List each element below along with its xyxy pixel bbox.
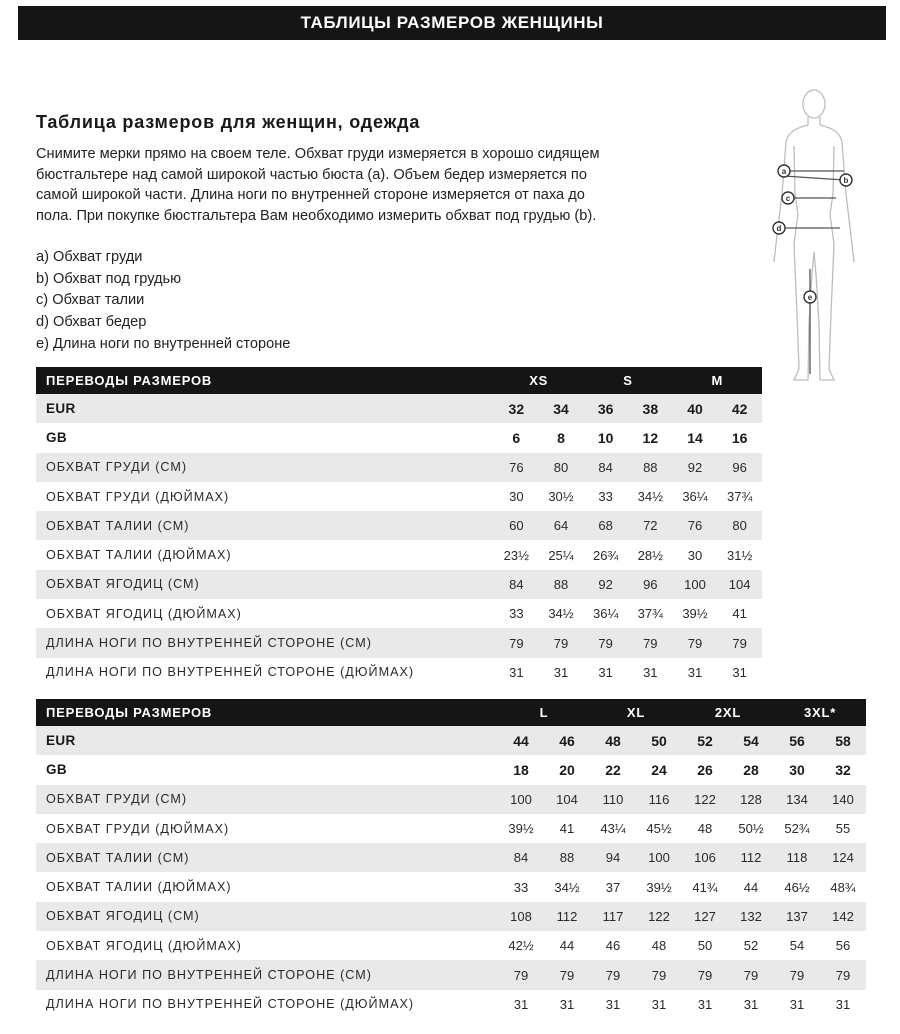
table-cell: 100 xyxy=(498,785,544,814)
table-cell: 46 xyxy=(605,938,621,954)
table-cell: 92 xyxy=(583,570,628,599)
size-group-header: 2XL xyxy=(682,699,774,726)
table-cell: 128 xyxy=(728,785,774,814)
row-label: GB xyxy=(46,762,68,778)
table-cell: 31 xyxy=(743,996,759,1012)
table-cell: 100 xyxy=(673,570,718,599)
table-cell: 79 xyxy=(544,960,590,989)
table-cell: 8 xyxy=(557,429,565,446)
table-cell: 37¾ xyxy=(637,606,663,622)
table-row xyxy=(36,726,866,755)
table-cell: 31 xyxy=(513,996,529,1012)
table-cell: 106 xyxy=(682,843,728,872)
table-row xyxy=(36,960,866,989)
table-cell: 30 xyxy=(789,761,805,778)
table-cell: 112 xyxy=(544,902,590,931)
intro-line: самой широкой части. Длина ноги по внутренней стороне измеряется от паха до xyxy=(36,187,585,203)
table-cell: 56 xyxy=(774,726,820,755)
table-row xyxy=(36,628,762,657)
table-cell: 124 xyxy=(820,843,866,872)
intro-line: пола. При покупке бюстгальтера Вам необходимо измерить обхват под грудью (b). xyxy=(36,207,597,224)
table-row xyxy=(36,814,866,843)
size-group-header: S xyxy=(583,367,672,394)
intro-text xyxy=(36,144,766,226)
table-cell: 36¼ xyxy=(682,489,708,505)
table-cell: 55 xyxy=(835,821,851,837)
table-cell: 94 xyxy=(590,843,636,872)
table-cell: 79 xyxy=(628,628,673,657)
table-cell: 52 xyxy=(682,726,728,755)
row-label: ОБХВАТ ГРУДИ (СМ) xyxy=(36,453,494,482)
row-label: EUR xyxy=(36,394,494,423)
row-label: ОБХВАТ ТАЛИИ (ДЮЙМАХ) xyxy=(46,548,232,563)
table-header-label: ПЕРЕВОДЫ РАЗМЕРОВ xyxy=(36,699,498,726)
table-cell: 31 xyxy=(553,664,569,680)
table-cell: 137 xyxy=(774,902,820,931)
table-cell: 39½ xyxy=(682,606,708,622)
intro-line: бюстгальтере над самой широкой частью бюста (a). Объем бедер измеряется по xyxy=(36,166,587,183)
table-cell: 34½ xyxy=(637,489,663,505)
table-cell: 31 xyxy=(598,664,613,680)
table-cell: 104 xyxy=(717,570,762,599)
row-label: ОБХВАТ ТАЛИИ (СМ) xyxy=(36,511,494,540)
table-cell: 96 xyxy=(717,453,762,482)
size-group-header: 3XL* xyxy=(774,699,866,726)
table-cell: 79 xyxy=(539,628,584,657)
table-cell: 20 xyxy=(559,761,575,778)
table-cell: 31½ xyxy=(727,547,753,563)
table-cell: 84 xyxy=(498,843,544,872)
intro-line: Снимите мерки прямо на своем теле. Обхват груди измеряется в хорошо сидящем xyxy=(36,146,600,162)
table-cell: 134 xyxy=(774,785,820,814)
table-row xyxy=(36,872,866,901)
table-cell: 84 xyxy=(494,570,539,599)
table-cell: 32 xyxy=(494,394,539,423)
table-cell: 39½ xyxy=(646,879,672,895)
table-cell: 56 xyxy=(835,938,851,954)
row-label: ОБХВАТ ЯГОДИЦ (ДЮЙМАХ) xyxy=(46,938,242,953)
table-cell: 16 xyxy=(731,429,748,446)
row-label: ДЛИНА НОГИ ПО ВНУТРЕННЕЙ СТОРОНЕ (ДЮЙМАХ) xyxy=(46,665,415,680)
table-cell: 37¾ xyxy=(727,489,753,505)
table-row xyxy=(36,785,866,814)
row-label: ДЛИНА НОГИ ПО ВНУТРЕННЕЙ СТОРОНЕ (ДЮЙМАХ) xyxy=(46,997,415,1012)
table-cell: 88 xyxy=(628,453,673,482)
table-cell: 42½ xyxy=(508,938,534,954)
table-row xyxy=(36,511,762,540)
table-cell: 79 xyxy=(590,960,636,989)
table-cell: 50 xyxy=(636,726,682,755)
body-measurement-figure xyxy=(764,84,864,390)
table-cell: 112 xyxy=(728,843,774,872)
marker-e-label: e xyxy=(807,293,813,302)
table-cell: 84 xyxy=(583,453,628,482)
section-heading: Таблица размеров для женщин, одежда xyxy=(36,112,421,132)
table-cell: 140 xyxy=(820,785,866,814)
table-cell: 96 xyxy=(628,570,673,599)
table-row xyxy=(36,755,866,784)
measurement-legend xyxy=(36,247,290,356)
table-cell: 41¾ xyxy=(692,879,718,895)
table-row xyxy=(36,931,866,960)
table-cell: 28½ xyxy=(637,547,663,563)
row-label: GB xyxy=(46,430,68,446)
table-cell: 68 xyxy=(583,511,628,540)
table-row xyxy=(36,423,762,452)
table-cell: 36¼ xyxy=(593,606,619,622)
table-cell: 42 xyxy=(717,394,762,423)
row-label: ОБХВАТ ЯГОДИЦ (СМ) xyxy=(36,570,494,599)
row-label: EUR xyxy=(36,726,498,755)
table-cell: 79 xyxy=(583,628,628,657)
table-cell: 54 xyxy=(728,726,774,755)
table-cell: 76 xyxy=(673,511,718,540)
table-cell: 116 xyxy=(636,785,682,814)
table-cell: 60 xyxy=(494,511,539,540)
table-cell: 104 xyxy=(544,785,590,814)
table-cell: 28 xyxy=(743,761,759,778)
table-cell: 14 xyxy=(687,429,703,446)
table-cell: 132 xyxy=(728,902,774,931)
table-cell: 50 xyxy=(697,938,713,954)
size-group-header: XS xyxy=(494,367,583,394)
table-cell: 30 xyxy=(509,489,524,505)
legend-item: e) Длина ноги по внутренней стороне xyxy=(36,335,291,352)
table-cell: 33 xyxy=(513,879,529,895)
table-cell: 58 xyxy=(820,726,866,755)
table-cell: 40 xyxy=(673,394,718,423)
table-row xyxy=(36,843,866,872)
row-label: ОБХВАТ ГРУДИ (ДЮЙМАХ) xyxy=(46,821,230,836)
table-cell: 50½ xyxy=(738,821,764,837)
table-cell: 108 xyxy=(498,902,544,931)
table-cell: 117 xyxy=(590,902,636,931)
table-cell: 33 xyxy=(598,489,613,505)
table-cell: 45½ xyxy=(646,821,672,837)
table-cell: 122 xyxy=(636,902,682,931)
table-cell: 46 xyxy=(544,726,590,755)
table-cell: 34 xyxy=(539,394,584,423)
table-cell: 24 xyxy=(651,761,667,778)
table-cell: 34½ xyxy=(548,606,574,622)
marker-a-label: a xyxy=(781,167,787,176)
table-cell: 31 xyxy=(509,664,524,680)
table-cell: 46½ xyxy=(784,879,810,895)
table-cell: 26¾ xyxy=(593,547,619,563)
table-cell: 79 xyxy=(673,628,718,657)
table-cell: 31 xyxy=(732,664,747,680)
table-cell: 39½ xyxy=(508,821,534,837)
table-cell: 44 xyxy=(743,879,759,895)
table-cell: 52 xyxy=(743,938,759,954)
table-cell: 122 xyxy=(682,785,728,814)
table-header-row xyxy=(36,367,762,394)
table-cell: 48¾ xyxy=(830,879,856,895)
size-group-header: XL xyxy=(590,699,682,726)
row-label: ДЛИНА НОГИ ПО ВНУТРЕННЕЙ СТОРОНЕ (СМ) xyxy=(36,960,498,989)
row-label: ОБХВАТ ГРУДИ (СМ) xyxy=(36,785,498,814)
table-row xyxy=(36,990,866,1019)
table-cell: 33 xyxy=(509,606,524,622)
table-row xyxy=(36,453,762,482)
table-header-row xyxy=(36,699,866,726)
legend-item: d) Обхват бедер xyxy=(36,314,147,331)
table-row xyxy=(36,394,762,423)
size-table-xs-m xyxy=(36,367,762,687)
row-label: ОБХВАТ ТАЛИИ (СМ) xyxy=(36,843,498,872)
table-cell: 79 xyxy=(682,960,728,989)
table-cell: 31 xyxy=(643,664,658,680)
table-cell: 54 xyxy=(789,938,805,954)
table-cell: 79 xyxy=(498,960,544,989)
legend-item: a) Обхват груди xyxy=(36,249,143,265)
table-cell: 30½ xyxy=(548,489,574,505)
page-title: ТАБЛИЦЫ РАЗМЕРОВ ЖЕНЩИНЫ xyxy=(18,6,886,40)
marker-c-label: c xyxy=(785,194,791,203)
table-cell: 79 xyxy=(717,628,762,657)
table-cell: 41 xyxy=(732,606,747,622)
table-header-label: ПЕРЕВОДЫ РАЗМЕРОВ xyxy=(36,367,494,394)
table-cell: 127 xyxy=(682,902,728,931)
table-cell: 31 xyxy=(835,996,851,1012)
table-cell: 80 xyxy=(539,453,584,482)
table-cell: 142 xyxy=(820,902,866,931)
table-cell: 88 xyxy=(544,843,590,872)
table-cell: 44 xyxy=(559,938,575,954)
table-cell: 79 xyxy=(636,960,682,989)
table-cell: 100 xyxy=(636,843,682,872)
table-cell: 37 xyxy=(605,879,621,895)
table-cell: 31 xyxy=(651,996,667,1012)
table-cell: 31 xyxy=(687,664,703,680)
legend-item: c) Обхват талии xyxy=(36,292,145,309)
table-row xyxy=(36,658,762,687)
table-row xyxy=(36,902,866,931)
table-cell: 79 xyxy=(494,628,539,657)
table-cell: 10 xyxy=(597,429,614,446)
table-cell: 12 xyxy=(642,429,659,446)
table-cell: 25¼ xyxy=(548,547,574,563)
table-cell: 38 xyxy=(628,394,673,423)
table-cell: 118 xyxy=(774,843,820,872)
table-cell: 48 xyxy=(697,821,713,837)
table-cell: 34½ xyxy=(554,879,580,895)
row-label: ОБХВАТ ТАЛИИ (ДЮЙМАХ) xyxy=(46,880,232,895)
table-cell: 43¼ xyxy=(600,821,626,837)
row-label: ДЛИНА НОГИ ПО ВНУТРЕННЕЙ СТОРОНЕ (СМ) xyxy=(36,628,494,657)
table-cell: 18 xyxy=(513,761,529,778)
table-cell: 23½ xyxy=(503,547,529,563)
table-row xyxy=(36,599,762,628)
table-cell: 32 xyxy=(835,761,851,778)
table-cell: 31 xyxy=(559,996,575,1012)
table-cell: 41 xyxy=(559,821,575,837)
table-cell: 52¾ xyxy=(784,821,810,837)
table-cell: 110 xyxy=(590,785,636,814)
table-cell: 6 xyxy=(512,429,521,446)
size-group-header: L xyxy=(498,699,590,726)
row-label: ОБХВАТ ГРУДИ (ДЮЙМАХ) xyxy=(46,489,230,504)
table-row xyxy=(36,540,762,569)
size-table-l-3xl xyxy=(36,699,866,1019)
table-cell: 79 xyxy=(728,960,774,989)
table-cell: 44 xyxy=(498,726,544,755)
table-cell: 64 xyxy=(539,511,584,540)
table-cell: 31 xyxy=(697,996,713,1012)
table-cell: 80 xyxy=(717,511,762,540)
legend-item: b) Обхват под грудью xyxy=(36,270,182,287)
marker-b-label: b xyxy=(843,176,849,185)
table-cell: 48 xyxy=(590,726,636,755)
row-label: ОБХВАТ ЯГОДИЦ (СМ) xyxy=(36,902,498,931)
table-cell: 31 xyxy=(605,996,621,1012)
table-cell: 26 xyxy=(697,761,713,778)
table-cell: 36 xyxy=(583,394,628,423)
table-cell: 48 xyxy=(651,938,667,954)
table-cell: 88 xyxy=(539,570,584,599)
marker-d-label: d xyxy=(776,224,782,233)
table-cell: 79 xyxy=(774,960,820,989)
table-cell: 79 xyxy=(820,960,866,989)
row-label: ОБХВАТ ЯГОДИЦ (ДЮЙМАХ) xyxy=(46,606,242,621)
table-cell: 92 xyxy=(673,453,718,482)
table-row xyxy=(36,482,762,511)
size-group-header: M xyxy=(673,367,762,394)
table-cell: 72 xyxy=(628,511,673,540)
table-row xyxy=(36,570,762,599)
table-cell: 30 xyxy=(687,547,703,563)
table-cell: 22 xyxy=(605,761,621,778)
table-cell: 31 xyxy=(789,996,805,1012)
table-cell: 76 xyxy=(494,453,539,482)
